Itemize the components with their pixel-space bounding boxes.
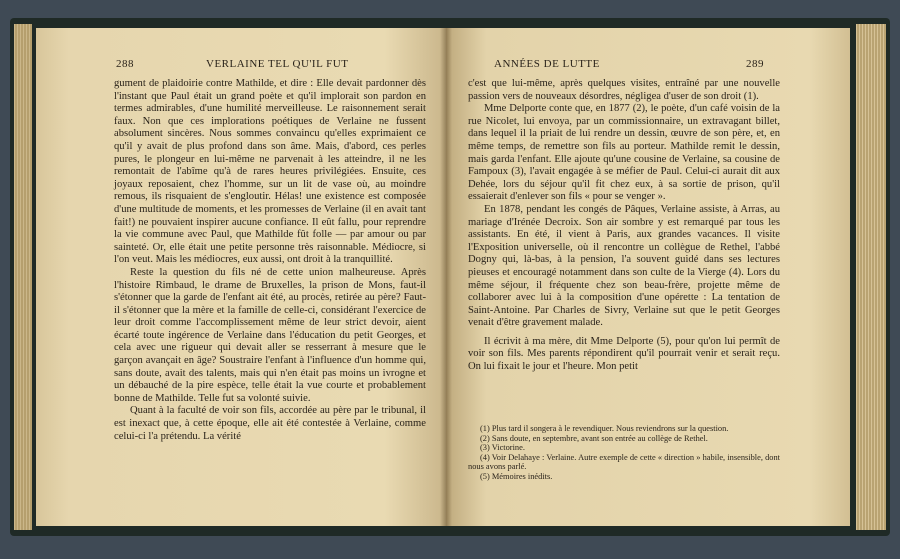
running-title: ANNÉES DE LUTTE (494, 58, 600, 70)
paragraph: gument de plaidoirie contre Mathilde, et dire : Elle devait pardonner dès l'instant que Paul était un grand poète et qu'il implorait son pardon en termes admirables, d'une humilité merveilleuse. Le raisonnement serait faux. Non que ces implorations poétiques de Verlaine ne fussent absolument sincères. Nous sommes convaincu qu'elles exprimaient ce qu'il y avait de plus profond dans son âme. Mais, d'abord, ces perles pures, le plongeur en lui-même ne parvenait à les atteindre, il ne les remontait de l'abîme qu'à de rares heures privilégiées. Ensuite, ces joyaux reposaient, chez l'homme, sur un lit de vase où, au moindre remous, ils risquaient de s'engloutir. Hélas! une existence est composée d'une multitude de moments, et les promesses de Verlaine (il en avait tant fait!) ne pouvaient inspirer aucune confiance. Il eût fallu, pour reprendre la vie commune avec Paul, que Mathilde fût folle — par amour ou par sainteté. Or, elle était une petite personne très raisonnable. Médiocre, si l'on veut. Mais les médiocres, eux aussi, ont droit à la tranquillité. (114, 78, 426, 266)
paragraph: Reste la question du fils né de cette union malheureuse. Après l'histoire Rimbaud, le drame de Bruxelles, la prison de Mons, faut-il s'étonner que la garde de l'enfant ait été, au procès, retirée au père? Faut-il s'étonner que la mère et la famille de celle-ci, considérant l'exercice de leur droit comme l'accomplissement même de leur strict devoir, aient écarté toute ingérence de Verlaine dans l'éducation du petit Georges, et cela avec une rigueur qui devait aller se resserrant à mesure que le garçon avançait en âge? Soustraire l'enfant à l'influence d'un homme qui, sans doute, avait des talents, mais qui n'en était pas moins un ivrogne et un débauché de la pire espèce, telle était la vue courte et probablement bonne de Mathilde. Telle fut sa volonté suivie. (114, 266, 426, 404)
right-page (446, 28, 850, 526)
page-edges-right (856, 24, 886, 530)
left-page (36, 28, 446, 526)
page-number: 289 (746, 58, 764, 70)
body-text (114, 78, 426, 443)
footnotes (468, 424, 780, 482)
footnote: (5) Mémoires inédits. (480, 471, 553, 481)
footnote: (1) Plus tard il songera à le revendiquer. Nous reviendrons sur la question. (480, 424, 729, 433)
footnote: (4) Voir Delahaye : Verlaine. Autre exemple de cette « direction » habile, insensible, dont nous avons parlé. (468, 452, 780, 472)
paragraph: Mme Delporte conte que, en 1877 (2), le poète, d'un café voisin de la rue Nicolet, lui envoya, par un commissionnaire, un extravagant billet, dans lequel il la priait de lui rendre un dessin, œuvre de son père, et, en même temps, de remettre son fils au porteur. Mathilde remit le dessin, mais garda l'enfant. Elle ajoute qu'une cousine de Verlaine, sa cousine de Fampoux (3), l'avait engagée à se méfier de Paul. Celui-ci aurait dit aux Dehée, lors du séjour qu'il fit chez eux, à sa sortie de prison, qu'il essaierait d'enlever son fils « pour se venger ». (468, 103, 780, 203)
paragraph: Il écrivit à ma mère, dit Mme Delporte (5), pour qu'on lui permît de voir son fils. Mes parents répondirent qu'il pourrait venir et serait reçu. On lui fixait le jour et l'heure. Mon petit (468, 335, 780, 373)
page-number: 288 (116, 58, 134, 70)
paragraph: Quant à la faculté de voir son fils, accordée au père par le tribunal, il est inexact que, à cette époque, elle ait été contestée à Verlaine, comme celui-ci l'a prétendu. La vérité (114, 405, 426, 442)
footnote: (3) Victorine. (480, 443, 525, 453)
running-title: VERLAINE TEL QU'IL FUT (206, 58, 349, 70)
paragraph: En 1878, pendant les congés de Pâques, Verlaine assiste, à Arras, au mariage d'Irénée Decroix. Son air sombre y est remarqué par tous les assistants. En été, il vient à Paris, aux grandes vacances. Il visite l'Exposition universelle, où il rencontre un collègue de Rethel, l'abbé Dogny qui, là-bas, à la pension, l'a souvent guidé dans ses lectures pieuses et encouragé notamment dans son culte de la Vierge (4). Lors du même séjour, il fréquente chez son beau-frère, projette même de collaborer avec lui à la composition d'une opérette : La tentation de Saint-Antoine. Par Charles de Sivry, Verlaine sut que le petit Georges venait d'être gravement malade. (468, 203, 780, 329)
book-gutter (440, 28, 452, 526)
paragraph: c'est que lui-même, après quelques visites, entraîné par une nouvelle passion vers de nouveaux désordres, négligea d'user de son droit (1). (468, 78, 780, 102)
page-edges-left (14, 24, 32, 530)
footnote: (2) Sans doute, en septembre, avant son entrée au collège de Rethel. (480, 433, 708, 443)
body-text (468, 78, 780, 374)
